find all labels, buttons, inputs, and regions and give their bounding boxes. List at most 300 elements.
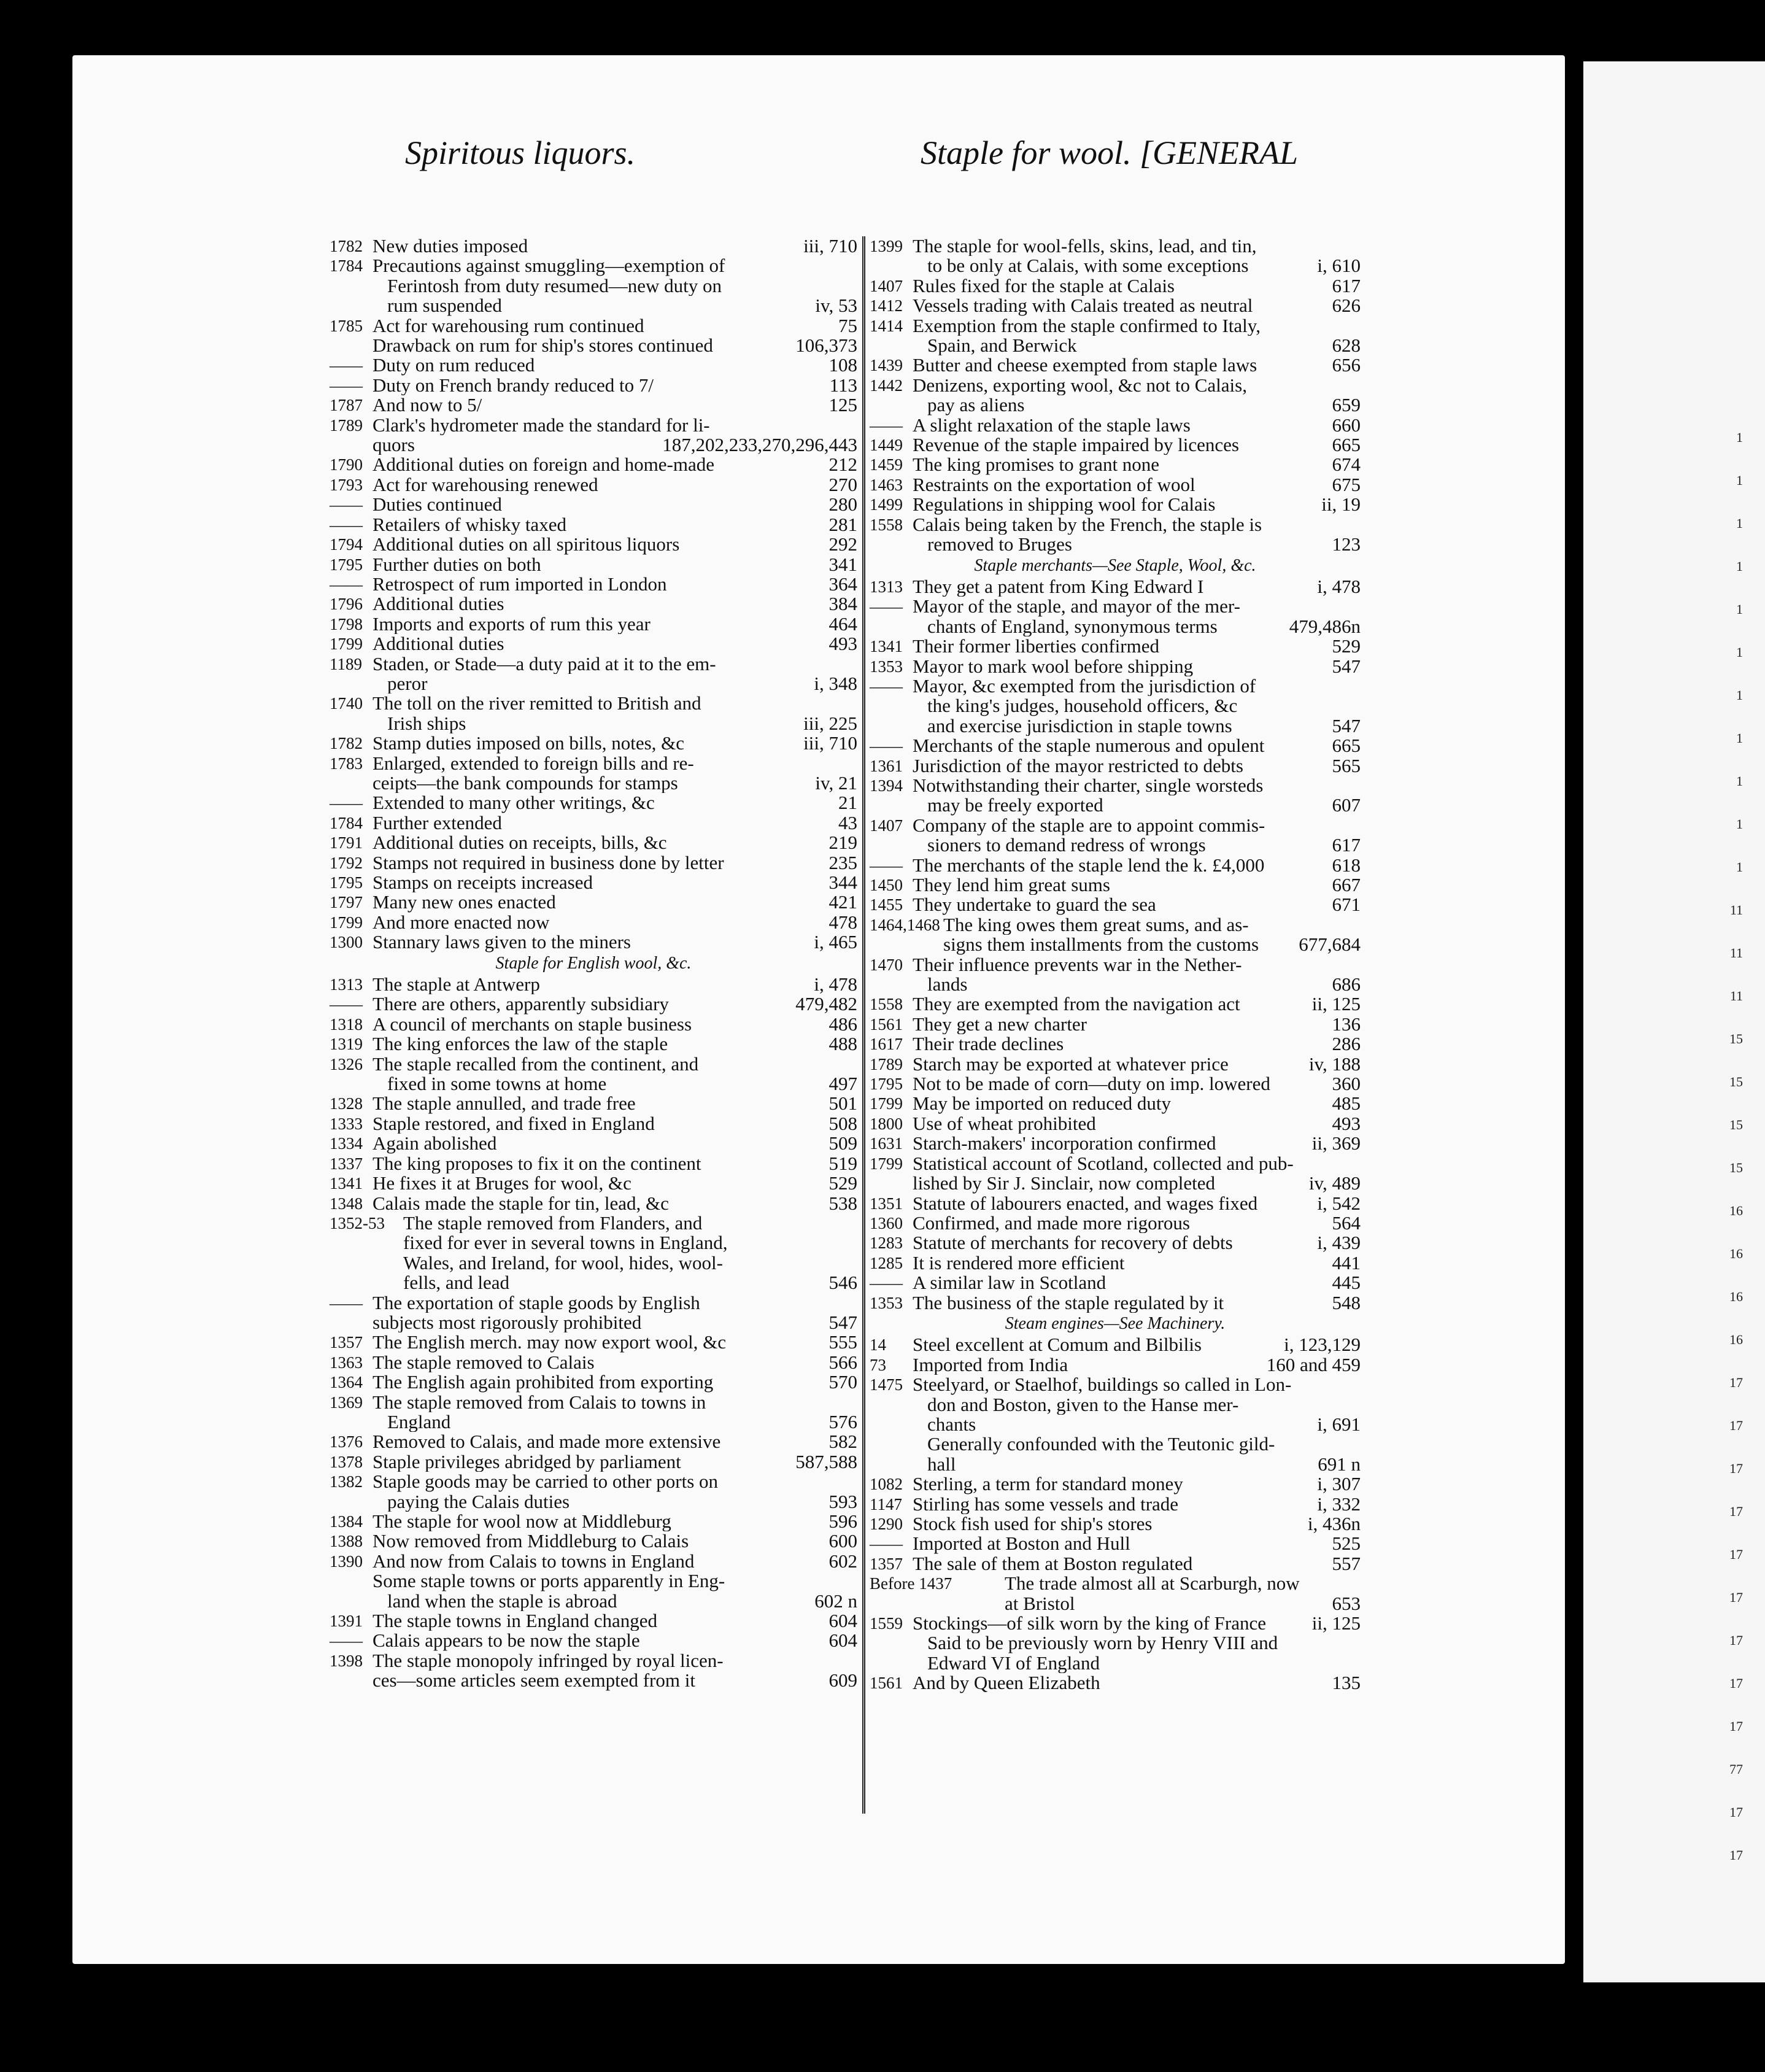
index-entry — [870, 455, 1361, 474]
running-header-left: Spiritous liquors. — [405, 134, 636, 171]
adjacent-page-fragment: 16 — [1729, 1332, 1743, 1347]
entry-line — [373, 495, 857, 514]
entry-line — [913, 1094, 1361, 1113]
entry-line — [913, 756, 1361, 776]
page-reference: 384 — [828, 593, 857, 615]
entry-line — [913, 676, 1361, 696]
adjacent-page-fragment: 1 — [1736, 859, 1743, 875]
entry-line — [373, 614, 857, 634]
index-entry — [870, 1673, 1361, 1693]
entry-text: Imports and exports of rum this year — [373, 614, 651, 635]
entry-year: 1300 — [330, 933, 363, 952]
entry-line — [373, 773, 857, 793]
adjacent-page-fragment: 1 — [1736, 559, 1743, 574]
entry-year: 1455 — [870, 895, 903, 914]
entry-year: 1376 — [330, 1432, 363, 1452]
entry-line — [373, 355, 857, 375]
index-entry — [330, 733, 857, 753]
entry-text: Vessels trading with Calais treated as neutral — [913, 296, 1253, 316]
index-entry — [330, 535, 857, 554]
entry-year: 1412 — [870, 296, 903, 315]
adjacent-page-fragment: 1 — [1736, 601, 1743, 617]
page-reference: ii, 125 — [1311, 993, 1361, 1015]
index-entry — [330, 1293, 857, 1333]
entry-year: 1283 — [870, 1234, 903, 1253]
entry-year: 1499 — [870, 495, 903, 514]
entry-line — [373, 336, 857, 355]
index-entry — [330, 395, 857, 415]
entry-line — [913, 276, 1361, 296]
index-entry — [330, 376, 857, 395]
entry-text: Stirling has some vessels and trade — [913, 1494, 1179, 1514]
entry-year: 1351 — [870, 1194, 903, 1213]
entry-year: 1361 — [870, 756, 903, 775]
index-entry — [870, 1474, 1361, 1494]
entry-line — [913, 1474, 1361, 1494]
entry-text: Use of wheat prohibited — [913, 1113, 1096, 1134]
index-entry — [870, 1194, 1361, 1213]
page-reference: 464 — [828, 613, 857, 635]
entry-text: Starch-makers' incorporation confirmed — [913, 1134, 1216, 1154]
entry-text: Duty on French brandy reduced to 7/ — [373, 375, 654, 396]
entry-text: May be imported on reduced duty — [913, 1094, 1171, 1114]
column-divider-rule — [862, 236, 865, 1814]
entry-line — [373, 1393, 857, 1412]
page-reference: i, 348 — [814, 672, 857, 694]
page-reference: 609 — [828, 1669, 857, 1691]
entry-year: 73 — [870, 1355, 886, 1374]
adjacent-page-fragment: 17 — [1729, 1718, 1743, 1734]
index-column-right — [870, 236, 1361, 1693]
index-entry — [330, 1154, 857, 1173]
page-reference: 445 — [1332, 1272, 1361, 1294]
index-entry — [330, 355, 857, 375]
entry-text: Many new ones enacted — [373, 892, 556, 913]
entry-text: Staden, or Stade—a duty paid at it to the em- — [373, 654, 716, 674]
entry-line — [913, 1293, 1361, 1313]
page-reference: ii, 369 — [1311, 1132, 1361, 1154]
entry-text: Precautions against smuggling—exemption of — [373, 256, 725, 276]
page-reference: 677,684 — [1299, 934, 1361, 956]
entry-year: 1795 — [330, 555, 363, 574]
index-entry — [330, 1332, 857, 1352]
entry-year: —— — [330, 1293, 363, 1312]
page-reference: 485 — [1332, 1092, 1361, 1115]
entry-year: 1796 — [330, 595, 363, 614]
index-entry — [870, 376, 1361, 416]
index-entry — [870, 1253, 1361, 1273]
entry-text: Additional duties on foreign and home-made — [373, 455, 715, 475]
page-reference: ii, 19 — [1321, 493, 1361, 516]
entry-line — [373, 913, 857, 932]
entry-year: —— — [870, 416, 903, 435]
entry-text: And now to 5/ — [373, 395, 482, 416]
index-entry — [870, 895, 1361, 914]
entry-year: —— — [870, 1534, 903, 1553]
entry-text: peror — [387, 673, 428, 694]
entry-text: Calais being taken by the French, the staple is — [913, 514, 1262, 535]
entry-year: 1792 — [330, 853, 363, 872]
entry-year: 1784 — [330, 813, 363, 832]
adjacent-page-fragment: 17 — [1729, 1418, 1743, 1433]
entry-text: The king enforces the law of the staple — [373, 1034, 668, 1054]
entry-year: 1793 — [330, 475, 363, 494]
entry-line — [373, 634, 857, 654]
entry-line — [913, 776, 1361, 795]
entry-text: They undertake to guard the sea — [913, 895, 1156, 915]
entry-text: The sale of them at Boston regulated — [913, 1553, 1193, 1574]
entry-text: Now removed from Middleburg to Calais — [373, 1531, 689, 1552]
page-reference: 360 — [1332, 1073, 1361, 1095]
entry-text: Act for warehousing rum continued — [373, 315, 644, 336]
entry-line — [913, 416, 1361, 435]
page-reference: 607 — [1332, 794, 1361, 816]
entry-year: 1782 — [330, 237, 363, 255]
page-reference: 555 — [828, 1331, 857, 1353]
page-reference: 604 — [828, 1610, 857, 1632]
entry-year: 1464,1468 — [870, 915, 940, 934]
page-reference: 529 — [828, 1172, 857, 1194]
entry-text: Statute of merchants for recovery of debts — [913, 1233, 1233, 1253]
index-entry — [870, 316, 1361, 356]
adjacent-page-fragment: 1 — [1736, 430, 1743, 445]
index-entry — [330, 634, 857, 654]
index-column-left — [330, 236, 857, 1691]
page-reference: 501 — [828, 1092, 857, 1115]
page-reference: 123 — [1332, 533, 1361, 555]
entry-text: signs them installments from the customs — [943, 935, 1259, 955]
index-entry — [330, 1611, 857, 1631]
index-entry — [870, 756, 1361, 776]
index-entry — [330, 594, 857, 614]
entry-text: They get a patent from King Edward I — [913, 576, 1204, 597]
page-reference: i, 478 — [814, 973, 857, 995]
index-entry — [330, 994, 857, 1014]
entry-text: The trade almost all at Scarburgh, now — [1005, 1574, 1300, 1594]
entry-text: Further extended — [373, 813, 502, 833]
entry-text: Stannary laws given to the miners — [373, 932, 631, 953]
entry-year: 1463 — [870, 475, 903, 494]
entry-text: Additional duties on receipts, bills, &c — [373, 833, 667, 853]
adjacent-page-fragment: 16 — [1729, 1289, 1743, 1304]
entry-line — [913, 597, 1361, 616]
entry-year: 1357 — [330, 1333, 363, 1352]
page-reference: 421 — [828, 891, 857, 913]
entry-line — [373, 1631, 857, 1650]
entry-line — [913, 515, 1361, 535]
entry-year: 1334 — [330, 1134, 363, 1153]
entry-line — [373, 555, 857, 574]
page-reference: i, 610 — [1317, 255, 1361, 277]
page-reference: iv, 53 — [815, 295, 857, 317]
entry-line — [913, 696, 1361, 716]
entry-line — [913, 1074, 1361, 1094]
entry-line — [373, 236, 857, 256]
adjacent-page-fragment: 77 — [1729, 1761, 1743, 1777]
index-entry — [330, 614, 857, 634]
page-reference: ii, 125 — [1311, 1612, 1361, 1634]
index-entry — [330, 555, 857, 574]
page-reference: i, 439 — [1317, 1232, 1361, 1254]
index-entry — [330, 256, 857, 315]
entry-line — [913, 1375, 1361, 1394]
index-entry — [330, 515, 857, 535]
entry-year: 1561 — [870, 1674, 903, 1693]
entry-line — [373, 1353, 857, 1372]
adjacent-page-fragment: 17 — [1729, 1633, 1743, 1648]
entry-year: 1559 — [870, 1614, 903, 1633]
entry-year: —— — [330, 794, 363, 813]
entry-line — [373, 694, 857, 713]
entry-line — [373, 833, 857, 852]
page-reference: 667 — [1332, 874, 1361, 895]
entry-line — [913, 657, 1361, 676]
entry-line — [373, 395, 857, 415]
entry-year: 1785 — [330, 316, 363, 335]
entry-line — [913, 816, 1361, 835]
entry-line — [913, 1633, 1361, 1653]
index-entry — [870, 597, 1361, 636]
entry-line — [913, 495, 1361, 514]
page-reference: 618 — [1332, 854, 1361, 876]
entry-line — [373, 574, 857, 594]
entry-line — [373, 754, 857, 773]
index-entry — [870, 236, 1361, 276]
index-entry — [870, 875, 1361, 895]
entry-text: Staple goods may be carried to other ports on — [373, 1472, 719, 1492]
entry-year: 1290 — [870, 1515, 903, 1533]
entry-year: 1631 — [870, 1134, 903, 1153]
entry-text: Restraints on the exportation of wool — [913, 474, 1195, 495]
entry-line — [913, 535, 1361, 554]
index-entry — [330, 892, 857, 912]
adjacent-page-fragment: 17 — [1729, 1847, 1743, 1863]
page-reference: 538 — [828, 1192, 857, 1214]
entry-year: —— — [330, 495, 363, 514]
page-reference: 665 — [1332, 434, 1361, 456]
index-entry — [870, 736, 1361, 756]
index-entry — [870, 1574, 1361, 1614]
entry-line — [913, 975, 1361, 994]
entry-line — [913, 1415, 1361, 1434]
index-entry — [330, 1194, 857, 1213]
entry-year: 1799 — [870, 1094, 903, 1113]
entry-line — [403, 1253, 857, 1273]
entry-text: Exemption from the staple confirmed to Italy, — [913, 315, 1261, 336]
entry-text: The English merch. may now export wool, &c — [373, 1332, 726, 1353]
index-entry — [870, 296, 1361, 315]
entry-line — [373, 1134, 857, 1153]
entry-year: 1799 — [870, 1154, 903, 1173]
page-reference: 113 — [829, 374, 857, 396]
page-reference: 281 — [828, 513, 857, 535]
index-entry — [870, 1534, 1361, 1553]
entry-year: 1795 — [330, 873, 363, 892]
page-reference: iv, 188 — [1308, 1053, 1361, 1075]
index-entry — [870, 1614, 1361, 1673]
entry-line — [913, 1335, 1361, 1355]
entry-line — [373, 1372, 857, 1392]
entry-text: The English again prohibited from exporting — [373, 1372, 714, 1393]
entry-line — [913, 316, 1361, 336]
entry-line — [913, 455, 1361, 474]
entry-year: —— — [330, 515, 363, 534]
entry-text: fixed for ever in several towns in England, — [403, 1233, 728, 1253]
index-entry — [870, 1514, 1361, 1534]
entry-line — [913, 1173, 1361, 1193]
entry-text: And now from Calais to towns in England — [373, 1551, 695, 1572]
page-reference: 292 — [828, 533, 857, 555]
entry-line — [373, 594, 857, 614]
page-reference: 493 — [1332, 1112, 1361, 1134]
entry-line — [913, 1355, 1361, 1375]
adjacent-page-fragment: 17 — [1729, 1375, 1743, 1390]
index-entry — [870, 1494, 1361, 1514]
entry-text: The king promises to grant none — [913, 455, 1160, 475]
index-entry — [870, 776, 1361, 816]
entry-year: 1439 — [870, 356, 903, 375]
entry-line — [913, 336, 1361, 355]
entry-text: A council of merchants on staple business — [373, 1014, 692, 1035]
adjacent-page-fragment: 1 — [1736, 773, 1743, 789]
entry-year: 1394 — [870, 776, 903, 795]
page-reference: 364 — [828, 573, 857, 595]
page-reference: 665 — [1332, 735, 1361, 757]
entry-text: rum suspended — [387, 296, 502, 316]
adjacent-page-fragment: 16 — [1729, 1246, 1743, 1261]
entry-text: to be only at Calais, with some exceptions — [927, 256, 1249, 276]
entry-text: Revenue of the staple impaired by licences — [913, 435, 1239, 455]
entry-text: Starch may be exported at whatever price — [913, 1054, 1229, 1075]
page-reference: 106,373 — [795, 334, 857, 357]
index-entry — [330, 1651, 857, 1691]
adjacent-page-fragment: 17 — [1729, 1504, 1743, 1519]
entry-text: There are others, apparently subsidiary — [373, 994, 669, 1015]
entry-year: 1399 — [870, 237, 903, 255]
adjacent-page-fragment: 15 — [1729, 1117, 1743, 1132]
entry-text: And more enacted now — [373, 912, 550, 933]
entry-line — [913, 376, 1361, 395]
entry-year: 1558 — [870, 995, 903, 1014]
entry-text: Regulations in shipping wool for Calais — [913, 495, 1216, 515]
entry-line — [913, 1614, 1361, 1633]
entry-year: 1382 — [330, 1472, 363, 1491]
entry-year: 1449 — [870, 436, 903, 455]
index-entry — [330, 1552, 857, 1611]
entry-year: 1285 — [870, 1253, 903, 1272]
index-entry — [330, 495, 857, 514]
entry-line — [373, 892, 857, 912]
page-reference: 341 — [828, 553, 857, 575]
entry-text: Not to be made of corn—duty on imp. lowered — [913, 1074, 1270, 1094]
entry-line — [373, 1015, 857, 1034]
entry-text: Removed to Calais, and made more extensive — [373, 1432, 721, 1452]
entry-text: Butter and cheese exempted from staple laws — [913, 355, 1257, 376]
page-reference: 75 — [838, 314, 857, 336]
entry-text: fixed in some towns at home — [387, 1074, 607, 1094]
entry-line — [373, 1591, 857, 1611]
page-reference: 576 — [828, 1410, 857, 1432]
page-reference: 653 — [1332, 1592, 1361, 1614]
index-entry — [330, 236, 857, 256]
entry-text: Additional duties — [373, 634, 504, 654]
entry-text: Notwithstanding their charter, single worsteds — [913, 775, 1264, 796]
entry-year: 1799 — [330, 635, 363, 654]
index-entry — [870, 994, 1361, 1014]
entry-text: Their influence prevents war in the Nether- — [913, 954, 1242, 975]
index-entry — [870, 577, 1361, 597]
section-heading: Staple merchants—See Staple, Wool, &c. — [974, 555, 1256, 575]
index-entry — [870, 475, 1361, 495]
entry-line — [373, 535, 857, 554]
entry-text: Further duties on both — [373, 554, 541, 574]
page-reference: iii, 225 — [803, 712, 857, 734]
entry-line — [913, 1015, 1361, 1034]
entry-text: They are exempted from the navigation act — [913, 994, 1240, 1015]
entry-line — [373, 1054, 857, 1074]
entry-text: at Bristol — [1005, 1593, 1075, 1614]
entry-line — [373, 975, 857, 994]
page-reference: 493 — [828, 633, 857, 655]
entry-text: Statute of labourers enacted, and wages fixed — [913, 1193, 1258, 1213]
entry-line — [373, 1412, 857, 1432]
page-reference: i, 478 — [1317, 575, 1361, 597]
entry-text: the king's judges, household officers, &c — [927, 696, 1238, 716]
entry-text: A slight relaxation of the staple laws — [913, 415, 1191, 436]
entry-year: 1333 — [330, 1114, 363, 1133]
index-entry — [870, 856, 1361, 875]
entry-line — [913, 835, 1361, 855]
index-entry — [870, 1273, 1361, 1293]
entry-year: 1800 — [870, 1114, 903, 1133]
page-reference: 675 — [1332, 473, 1361, 495]
adjacent-page-fragment: 1 — [1736, 816, 1743, 832]
entry-text: Clark's hydrometer made the standard for li- — [373, 415, 710, 436]
entry-text: and exercise jurisdiction in staple towns — [927, 716, 1232, 736]
entry-year: 1414 — [870, 316, 903, 335]
entry-year: 1319 — [330, 1035, 363, 1054]
entry-line — [403, 1233, 857, 1253]
index-entry — [330, 1452, 857, 1472]
page-reference: 582 — [828, 1431, 857, 1453]
index-entry — [870, 1554, 1361, 1574]
section-heading: Staple for English wool, &c. — [495, 953, 692, 973]
entry-year: 1795 — [870, 1075, 903, 1094]
entry-text: The king proposes to fix it on the continent — [373, 1153, 701, 1174]
index-entry — [330, 975, 857, 994]
page-reference: 488 — [828, 1033, 857, 1055]
page-reference: 564 — [1332, 1212, 1361, 1234]
entry-line — [373, 793, 857, 813]
adjacent-page-fragment: 15 — [1729, 1031, 1743, 1046]
entry-year: —— — [870, 597, 903, 616]
entry-text: Mayor of the staple, and mayor of the mer- — [913, 597, 1240, 617]
index-entry — [870, 657, 1361, 676]
index-entry — [330, 1134, 857, 1153]
index-entry — [330, 416, 857, 455]
entry-text: Staple restored, and fixed in England — [373, 1113, 655, 1134]
page-reference: 548 — [1332, 1291, 1361, 1313]
page-reference: 108 — [828, 354, 857, 376]
page-reference: 525 — [1332, 1533, 1361, 1555]
entry-text: The staple monopoly infringed by royal licen- — [373, 1650, 724, 1671]
entry-line — [373, 932, 857, 952]
entry-year: —— — [870, 1274, 903, 1293]
page-reference: 691 n — [1318, 1453, 1361, 1475]
entry-line — [913, 617, 1361, 636]
entry-line — [913, 1194, 1361, 1213]
entry-text: The staple for wool now at Middleburg — [373, 1512, 671, 1532]
